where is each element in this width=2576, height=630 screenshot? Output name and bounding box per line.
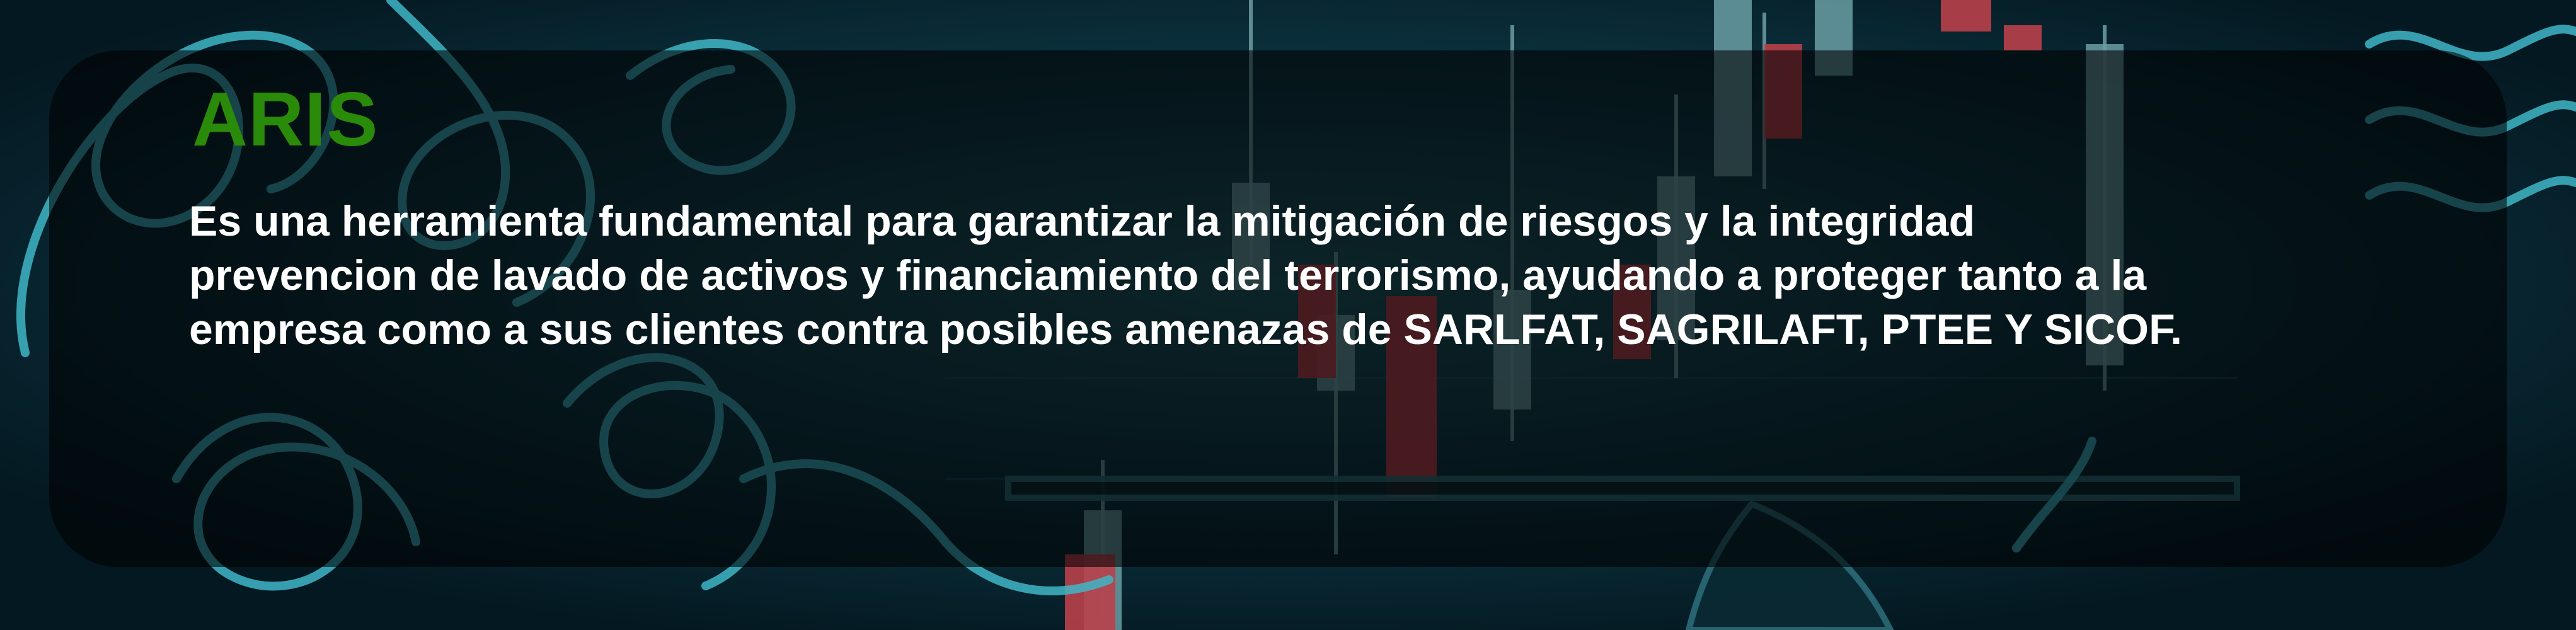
hero-description: Es una herramienta fundamental para garantizar la mitigación de riesgos y la integridad prevencion de lavado de activos y financiamiento del terrorismo, ayudando a proteger tanto a la empresa como a sus clientes contra posibles amenazas de SARLFAT, SAGRILAFT, PTEE Y SICOF. — [189, 197, 2182, 353]
brand-title: ARIS — [192, 76, 379, 162]
